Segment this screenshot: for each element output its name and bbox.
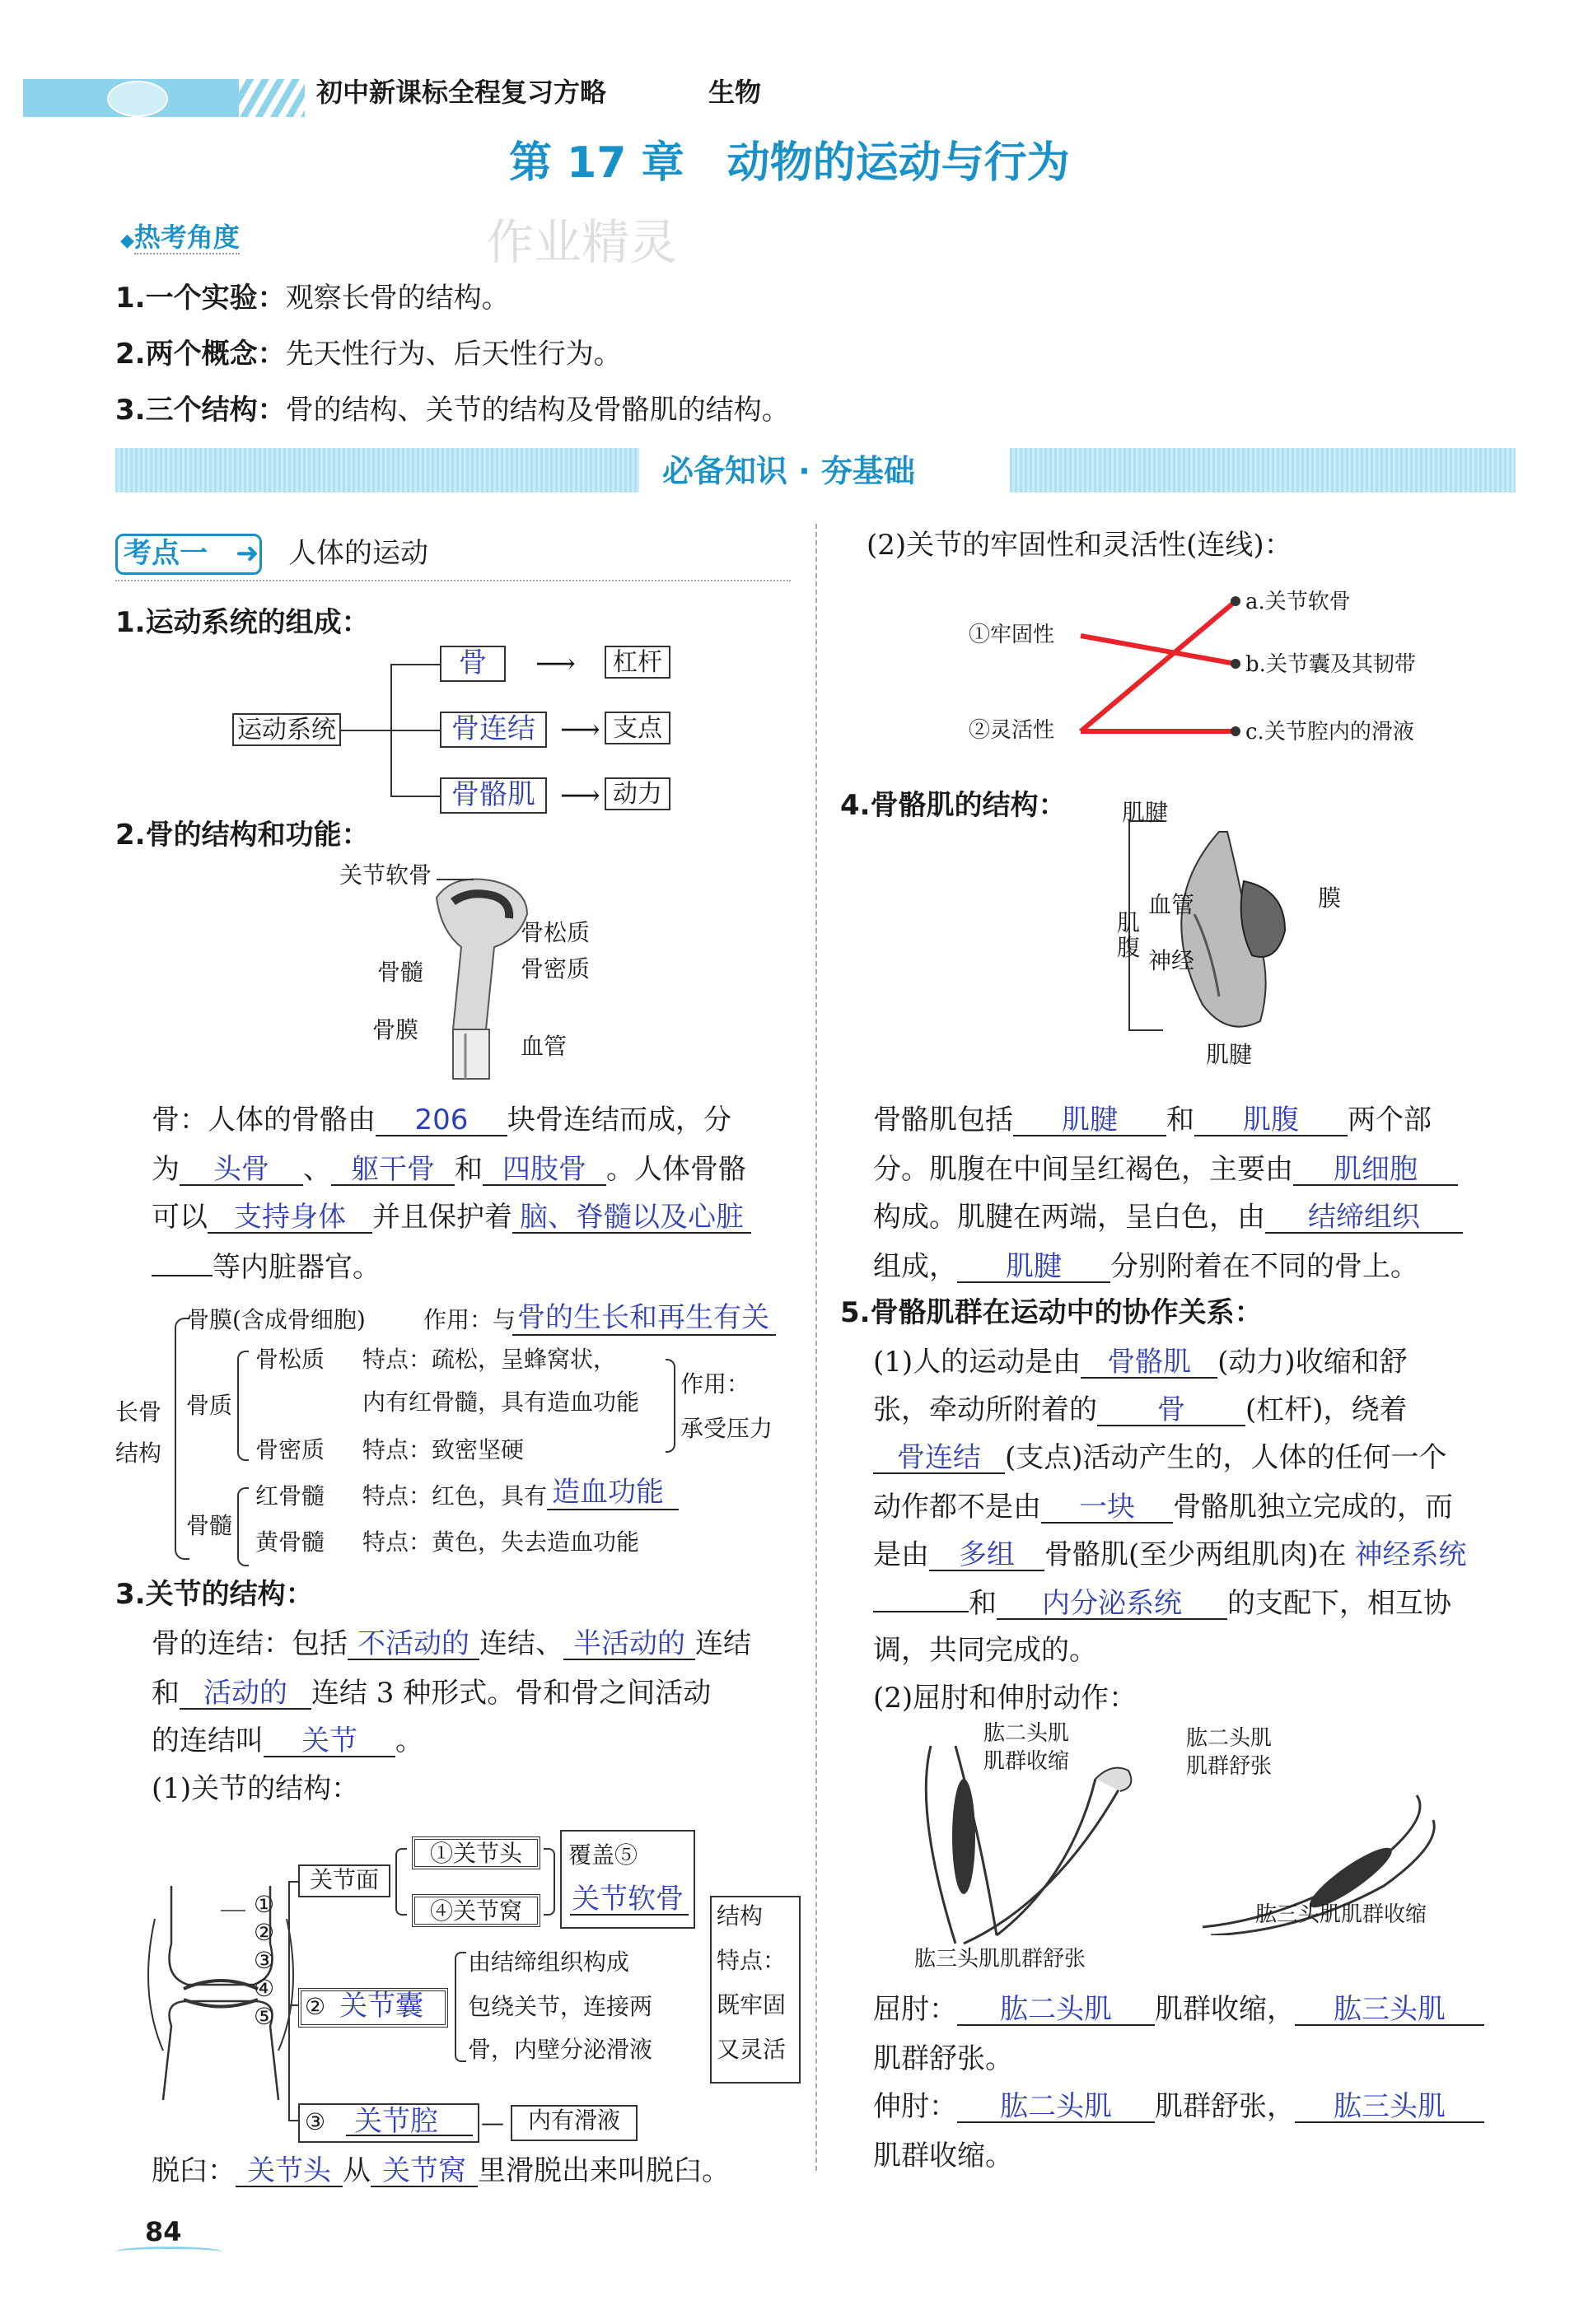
joint-feature-4: 又灵活 [717,2036,787,2063]
s1-role-pivot: 支点 [605,712,670,744]
text: 从 [343,2154,371,2187]
kaodian-title: 人体的运动 [288,537,428,570]
header-stripes [239,79,305,117]
text: 构成。肌腱在两端，呈白色，由 [873,1201,1265,1234]
chapter-title: 第 17 章 动物的运动与行为 [509,138,1070,188]
s1-h1 [390,664,440,665]
joint-head-brace [544,1848,555,1916]
r-muscle-line-1 [873,1104,1432,1136]
tree-periosteum-ans: 骨的生长和再生有关 [517,1301,769,1334]
r-flex-line-2: 肌群舒张。 [873,2042,1013,2075]
page-number: 84 [145,2216,182,2247]
r-muscle-line-2 [873,1153,1458,1186]
text: 和 [152,1677,180,1710]
text: 肌群收缩， [1155,1993,1295,2026]
s3-sub1: (1)关节的结构： [152,1772,360,1805]
joint-capsule-brace [455,1952,466,2062]
joint-capsule-num: ② [305,1993,326,2020]
r-coop-line-6 [873,1586,1451,1620]
bone-label-cartilage: 关节软骨 [339,861,432,889]
underline [547,1509,679,1510]
s1-arrow-1: ⟶ [535,647,576,680]
joint-feature-3: 既牢固 [717,1991,787,2018]
tree-spongy-f1: 特点：疏松，呈蜂窝状， [362,1346,617,1373]
text: 屈肘： [873,1993,957,2026]
r-muscle-line-3 [873,1201,1463,1234]
tree-periosteum: 骨膜(含成骨细胞) [186,1306,366,1333]
text: 块骨连结而成，分 [507,1104,731,1136]
hot-item-label: 2.两个概念： [115,338,286,371]
text: 骨骼肌独立完成的，而 [1173,1491,1453,1524]
text: 连结 3 种形式。骨和骨之间活动 [311,1677,712,1710]
answer-joint-head: 关节头 [236,2156,343,2187]
answer-joint-socket: 关节窝 [371,2156,478,2187]
text: 脱臼： [152,2154,236,2187]
muscle-label-tendon-top: 肌腱 [1122,799,1169,826]
blank [152,1250,213,1276]
joint-socket: ④关节窝 [412,1894,540,1927]
hot-title [120,221,240,258]
text: 的连结叫 [152,1724,264,1757]
text: 。人体骨骼 [606,1153,746,1186]
s2-line-3 [152,1201,751,1234]
underline [346,2135,473,2136]
tree-yellow-f: 特点：黄色，失去造血功能 [362,1528,640,1556]
tree-spongy: 骨松质 [255,1346,325,1373]
answer-multiple-groups: 多组 [929,1540,1044,1571]
r-flex-line-1 [873,1993,1484,2026]
text: 连结 [695,1627,751,1660]
s2-title: 2.骨的结构和功能： [115,819,370,852]
answer-head-bone: 头骨 [180,1155,303,1186]
answer-support: 支持身体 [208,1202,372,1234]
s1-arrow-2: ⟶ [560,713,600,746]
joint-capsule-d2: 包绕关节，连接两 [468,1993,653,2020]
tree-yellow: 黄骨髓 [255,1528,325,1556]
answer-organs: 脑、脊髓以及心脏 [512,1202,751,1234]
hot-item-text: 先天性行为、后天性行为。 [285,338,622,371]
text: (1)人的运动是由 [873,1346,1081,1379]
joint-capsule-d3: 骨，内壁分泌滑液 [468,2036,653,2063]
r-extend-line-2: 肌群收缩。 [873,2140,1013,2172]
answer-bone: 骨 [1097,1395,1245,1426]
answer-movable: 活动的 [180,1678,311,1710]
muscle-label-belly-1: 肌 [1117,909,1141,936]
s3-dislocation [152,2154,730,2187]
s1-branch-bone: 骨 [440,646,506,682]
hot-item-text: 骨的结构、关节的结构及骨骼肌的结构。 [285,394,790,427]
kaodian-arrow-icon: ➜ [236,537,259,570]
hot-item-1 [115,282,510,315]
joint-cover: 覆盖⑤ [568,1841,638,1869]
joint-feature-1: 结构 [717,1902,764,1930]
watermark: 作业精灵 [486,214,678,270]
r-sub2b: (2)屈肘和伸肘动作： [873,1682,1138,1715]
match-right-b: b.关节囊及其韧带 [1245,652,1416,677]
s5-title: 5.骨骼肌群在运动中的协作关系： [840,1296,1263,1329]
answer-biceps-1: 肱二头肌 [957,1995,1155,2026]
text: 伸肘： [873,2090,957,2123]
text: 肌群舒张， [1155,2090,1295,2123]
hot-item-3 [115,394,790,427]
muscle-label-vessel: 血管 [1148,891,1195,918]
s1-title: 1.运动系统的组成： [115,606,370,639]
joint-capsule-d1: 由结缔组织构成 [468,1948,630,1976]
kaodian-tag-text: 考点一 [124,537,208,570]
tree-red-ans: 造血功能 [552,1476,664,1509]
joint-surface: 关节面 [298,1864,390,1897]
text: 张，牵动所附着的 [873,1393,1097,1426]
match-right-c: c.关节腔内的滑液 [1245,720,1414,744]
joint-cartilage-ans: 关节软骨 [572,1883,684,1916]
text: 、 [303,1153,331,1186]
knee-num-1: ① [254,1891,275,1918]
r-sub2: (2)关节的牢固性和灵活性(连线)： [867,529,1292,562]
tree-red: 红骨髓 [255,1482,325,1510]
hot-item-text: 观察长骨的结构。 [285,282,510,315]
answer-muscle-cell: 肌细胞 [1293,1155,1458,1186]
answer-biceps-2: 肱二头肌 [957,2092,1155,2123]
s1-branch-muscle: 骨骼肌 [440,777,547,814]
tree-brace-2 [237,1351,249,1461]
muscle-label-membrane: 膜 [1318,884,1342,912]
s4-title: 4.骨骼肌的结构： [840,789,1067,822]
arm2-top-1: 肱二头肌 [1186,1726,1273,1751]
page-book-icon [115,2247,222,2257]
knee-num-5: ⑤ [254,2003,275,2030]
s2-line-4 [152,1250,381,1284]
joint-cavity-d: 内有滑液 [511,2105,638,2141]
bone-label-periosteum: 骨膜 [372,1016,419,1043]
answer-bone-link: 骨连结 [873,1443,1005,1474]
s2-line-2 [152,1153,746,1186]
r-coop-line-4 [873,1491,1453,1524]
s3-line-2 [152,1677,711,1710]
text: 组成， [873,1250,957,1283]
text: 分别附着在不同的骨上。 [1110,1250,1418,1283]
kaodian-underline [115,580,791,581]
s1-h2 [390,730,440,731]
answer-triceps-2: 肱三头肌 [1295,2092,1484,2123]
text: 并且保护着 [372,1201,512,1234]
bone-label-compact: 骨密质 [521,955,591,982]
text: 分。肌腹在中间呈红褐色，主要由 [873,1153,1293,1186]
joint-cavity-num: ③ [305,2108,326,2135]
arm2-bottom: 肱三头肌肌群收缩 [1255,1902,1427,1927]
joint-capsule-ans: 关节囊 [339,1990,423,2023]
answer-endocrine: 内分泌系统 [997,1589,1227,1620]
r-extend-line-1 [873,2090,1484,2123]
tree-bone-substance: 骨质 [186,1392,233,1419]
joint-tree-line [288,1881,290,2120]
tree-red-f: 特点：红色，具有 [362,1482,548,1510]
tree-compact-f: 特点：致密坚硬 [362,1436,525,1463]
text: 和 [1166,1104,1194,1136]
s3-title: 3.关节的结构： [115,1578,314,1611]
text: 里滑脱出来叫脱臼。 [478,2154,730,2187]
hot-title-text: 热考角度 [133,222,240,253]
s1-root: 运动系统 [232,713,341,746]
match-left-1: ①牢固性 [969,623,1055,647]
knee-num-4: ④ [254,1975,275,2002]
s3-line-3 [152,1724,423,1757]
text: 连结、 [479,1627,563,1660]
text: 动作都不是由 [873,1491,1041,1524]
column-divider [815,524,817,2171]
tree-brace-4 [237,1487,249,1566]
bone-label-spongy: 骨松质 [521,919,591,946]
text: 骨骼肌包括 [873,1104,1013,1136]
joint-tree-h3 [288,2120,298,2121]
text: 和 [455,1153,483,1186]
s1-h3 [390,796,440,797]
joint-tree-h2 [288,2004,298,2006]
tree-root: 长骨结构 [115,1398,162,1467]
blank [873,1586,969,1612]
bone-label-marrow: 骨髓 [377,959,424,986]
arm2-top-2: 肌群舒张 [1186,1754,1273,1779]
joint-feature-2: 特点： [717,1947,787,1974]
muscle-label-belly-2: 腹 [1117,934,1141,961]
answer-limb-bone: 四肢骨 [483,1155,606,1186]
text: (动力)收缩和舒 [1217,1346,1408,1379]
text: 的支配下，相互协 [1227,1587,1451,1620]
answer-tendon: 肌腱 [1013,1105,1166,1136]
text: 。 [395,1724,423,1757]
subject-title: 生物 [708,77,762,108]
match-left-2: ②灵活性 [969,718,1055,743]
tree-compact: 骨密质 [255,1436,325,1463]
joint-cavity-arrow: — [481,2109,504,2136]
answer-connective-tissue: 结缔组织 [1265,1202,1463,1234]
knee-joint-diagram [138,1886,303,2108]
tree-fn2: 承受压力 [680,1415,773,1442]
answer-belly: 肌腹 [1194,1105,1348,1136]
r-coop-line-3 [873,1441,1447,1474]
hot-item-label: 3.三个结构： [115,394,286,427]
bone-label-vessel: 血管 [521,1033,568,1060]
text: 骨的连结：包括 [152,1627,348,1660]
text: 可以 [152,1201,208,1234]
text: 骨：人体的骨骼由 [152,1104,376,1136]
answer-immovable: 不活动的 [348,1629,479,1660]
arm1-top-2: 肌群收缩 [983,1749,1070,1774]
answer-nervous-system: 神经系统 [1354,1538,1467,1571]
answer-joint: 关节 [264,1726,395,1757]
arm1-bottom: 肱三头肌肌群舒张 [914,1947,1086,1972]
text: 为 [152,1153,180,1186]
s1-arrow-3: ⟶ [560,779,600,812]
r-muscle-line-4 [873,1250,1418,1283]
answer-206: 206 [376,1105,507,1136]
joint-cavity-ans: 关节腔 [354,2105,438,2138]
answer-skeletal-muscle: 骨骼肌 [1081,1347,1217,1379]
s1-role-lever: 杠杆 [605,646,670,679]
text: 两个部 [1348,1104,1432,1136]
answer-one: 一块 [1041,1492,1173,1524]
knee-num-3: ③ [254,1947,275,1974]
match-right-a: a.关节软骨 [1245,590,1351,614]
tree-spongy-f2: 内有红骨髓，具有造血功能 [362,1388,640,1416]
tree-fn1: 作用： [680,1370,750,1398]
answer-trunk-bone: 躯干骨 [331,1155,455,1186]
muscle-label-nerve: 神经 [1148,947,1195,974]
text: (杠杆)，绕着 [1245,1393,1408,1426]
r-coop-line-5 [873,1538,1475,1571]
tree-marrow: 骨髓 [186,1512,233,1539]
r-coop-line-1 [873,1346,1408,1379]
tree-periosteum-fn: 作用：与 [423,1306,516,1333]
answer-tendon-2: 肌腱 [957,1252,1110,1283]
text: (支点)活动产生的，人体的任何一个 [1005,1441,1447,1474]
arm1-top-1: 肱二头肌 [983,1721,1070,1746]
r-coop-line-2 [873,1393,1408,1426]
text: 骨骼肌(至少两组肌肉)在 [1044,1538,1347,1571]
underline [512,1334,776,1336]
s1-trunk [341,730,390,731]
underline [570,1914,689,1916]
s1-branch-joint: 骨连结 [440,712,547,748]
joint-surface-brace [395,1848,407,1916]
answer-triceps-1: 肱三头肌 [1295,1995,1484,2026]
tree-brace-3 [666,1359,675,1453]
muscle-label-tendon-bottom: 肌腱 [1206,1041,1253,1068]
header-logo-icon [107,81,168,117]
text: 是由 [873,1538,929,1571]
book-title: 初中新课标全程复习方略 [316,77,607,108]
text: 等内脏器官。 [213,1251,381,1284]
knee-num-2: ② [254,1919,275,1946]
joint-head: ①关节头 [412,1836,540,1869]
hot-item-label: 1.一个实验： [115,282,286,315]
joint-tree-h1 [288,1881,298,1883]
answer-semi-movable: 半活动的 [563,1629,695,1660]
diamond-icon: ◆ [120,231,134,251]
banner-label: 必备知识 · 夯基础 [662,453,915,489]
s1-role-power: 动力 [605,777,670,810]
r-coop-line-7: 调，共同完成的。 [873,1634,1097,1667]
s2-line-1 [152,1104,731,1136]
s3-line-1 [152,1627,751,1660]
text: 和 [969,1587,997,1620]
hot-item-2 [115,338,622,371]
